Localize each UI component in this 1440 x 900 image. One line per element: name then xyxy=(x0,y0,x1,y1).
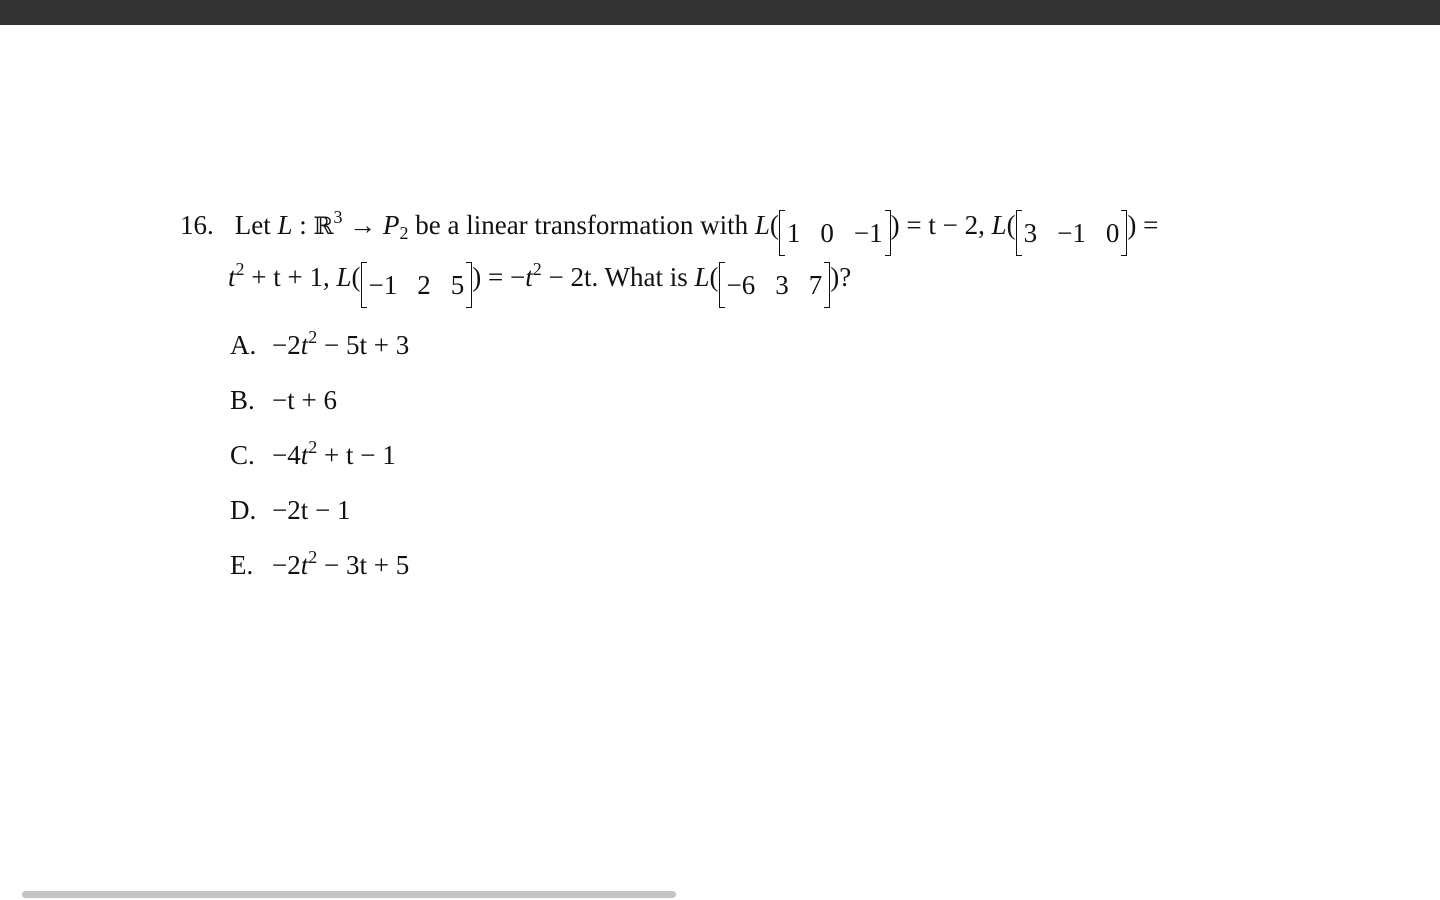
map1-rhs: = t − 2, xyxy=(906,210,985,240)
map3-rhs-t: t xyxy=(525,262,533,292)
choice-exp: 2 xyxy=(308,327,318,347)
choice-letter: D. xyxy=(230,495,257,525)
arrow-symbol: → xyxy=(349,210,377,240)
vector-1 xyxy=(779,214,891,254)
vector-2-cell: −1 xyxy=(1057,218,1086,248)
question-number: 16. xyxy=(180,210,214,240)
map2-open: ( xyxy=(1006,210,1016,240)
map3-rhs-rest: − 2t. xyxy=(548,262,599,292)
choice-letter: B. xyxy=(230,385,255,415)
map3-rhs-exp: 2 xyxy=(532,259,542,279)
horizontal-scrollbar[interactable] xyxy=(22,891,676,898)
vector-3-cell: −1 xyxy=(368,270,398,300)
question-intro: Let xyxy=(234,210,271,240)
window-top-bar xyxy=(0,0,1440,25)
vector-2-cell: 3 xyxy=(1023,218,1038,248)
codomain-symbol: P xyxy=(382,210,400,240)
choice-rest: −2t − 1 xyxy=(272,495,351,525)
map2-equals: = xyxy=(1143,210,1159,240)
vector-3-cell: 5 xyxy=(450,270,465,300)
answer-choices xyxy=(230,327,410,605)
map3-close: ) xyxy=(472,262,482,292)
vector-2 xyxy=(1016,214,1128,254)
choice-d xyxy=(230,495,409,550)
question-line-1 xyxy=(180,207,1380,262)
choice-exp: 2 xyxy=(308,437,318,457)
vector-1-cell: 0 xyxy=(820,218,834,248)
choice-a xyxy=(230,327,410,385)
map4-close: )? xyxy=(830,262,852,292)
choice-letter: A. xyxy=(230,330,257,360)
ask-text: What is xyxy=(604,262,688,292)
colon: : xyxy=(299,210,307,240)
map4-L: L xyxy=(694,262,710,292)
map2-L: L xyxy=(991,210,1007,240)
map4-open: ( xyxy=(709,262,719,292)
choice-b xyxy=(230,385,409,440)
vector-2-cell: 0 xyxy=(1105,218,1120,248)
choice-exp: 2 xyxy=(308,547,318,567)
map2-rhs-t: t xyxy=(228,262,236,292)
vector-1-cell: 1 xyxy=(786,218,801,248)
domain-exponent: 3 xyxy=(333,207,343,227)
map1-L: L xyxy=(754,210,770,240)
vector-1-cell: −1 xyxy=(853,218,883,248)
vector-3 xyxy=(361,266,473,306)
codomain-subscript: 2 xyxy=(399,223,409,243)
map3-rhs-pre: = − xyxy=(488,262,526,292)
choice-rest: + t − 1 xyxy=(324,440,396,470)
vector-4-cell: −6 xyxy=(726,270,756,300)
domain-symbol: ℝ xyxy=(313,212,334,240)
vector-4 xyxy=(719,266,831,306)
map1-close: ) xyxy=(890,210,900,240)
map3-open: ( xyxy=(351,262,361,292)
question-16 xyxy=(180,207,1380,314)
choice-var: t xyxy=(300,550,309,580)
map1-open: ( xyxy=(769,210,779,240)
choice-coef: −2 xyxy=(272,550,301,580)
choice-letter: E. xyxy=(230,550,254,580)
choice-c xyxy=(230,437,409,495)
choice-coef: −2 xyxy=(272,330,301,360)
choice-rest: − 5t + 3 xyxy=(324,330,410,360)
map-name: L xyxy=(277,210,293,240)
middle-text: be a linear transformation with xyxy=(415,210,749,240)
choice-rest: − 3t + 5 xyxy=(324,550,410,580)
choice-var: t xyxy=(300,440,309,470)
map2-close: ) xyxy=(1127,210,1137,240)
choice-letter: C. xyxy=(230,440,255,470)
choice-var: t xyxy=(300,330,309,360)
map2-rhs-rest: + t + 1, xyxy=(251,262,330,292)
vector-3-cell: 2 xyxy=(417,270,431,300)
vector-4-cell: 3 xyxy=(775,270,789,300)
choice-coef: −4 xyxy=(272,440,301,470)
vector-4-cell: 7 xyxy=(808,270,823,300)
question-line-2 xyxy=(180,259,1380,314)
map3-L: L xyxy=(336,262,352,292)
choice-e xyxy=(230,547,410,605)
map2-rhs-exp: 2 xyxy=(235,259,245,279)
choice-rest: −t + 6 xyxy=(272,385,337,415)
